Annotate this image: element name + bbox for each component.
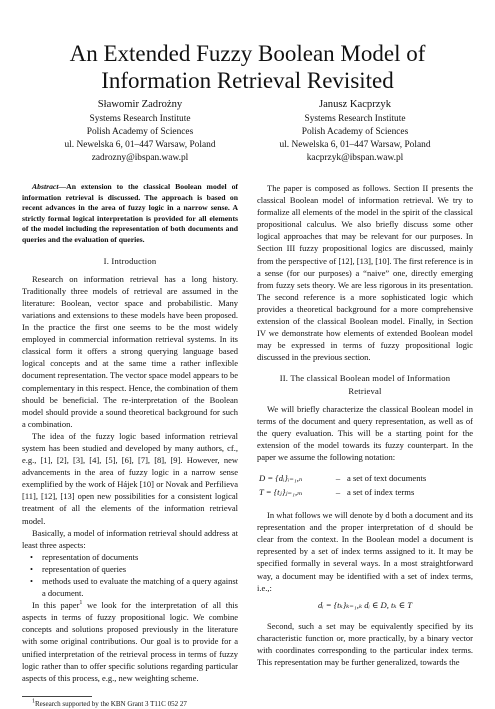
section-heading-line: Retrieval (348, 385, 382, 396)
footnote-text: Research supported by the KBN Grant 3 T11C 052 27 (35, 699, 187, 708)
paragraph: The paper is composed as follows. Section II presents the classical Boolean model of information retrieval. We try to formalize all elements of the model in the spirit of the classical propositional calculus. We also briefly discuss some other logical approaches that may be relevant for our purposes. In Section III fuzzy propositional logics are discussed, mainly from the perspective of [12], [13], [10]. The first reference is in a sense (for our purposes) a “naive” one, directly emerging from fuzzy sets theory. We are less rigorous in its presentation. The second reference is a more sophisticated logic which provides a theoretical background for a more comprehensive extension of the classical Boolean model. Finally, in Section IV we demonstrate how elements of extended Boolean model may be expressed in terms of fuzzy propositional logic discussed in the previous section. (257, 183, 473, 363)
author-address: ul. Newelska 6, 01–447 Warsaw, Poland (64, 140, 216, 150)
notation-symbol: T = {tⱼ}ⱼ₌₁,ₘ (259, 487, 303, 498)
author-affiliation: Polish Academy of Sciences (301, 127, 409, 137)
abstract-label: Abstract— (32, 182, 67, 191)
equation: dᵢ = {tₖ}ₖ₌₁,ₖ dᵢ ∈ D, tₖ ∈ T (317, 599, 412, 610)
author-name: Sławomir Zadrożny (97, 99, 183, 110)
abstract (22, 182, 238, 246)
paragraph: The idea of the fuzzy logic based information retrieval system has been studied and developed by many authors, cf., e.g., [1], [2], [3], [4], [5], [6], [7], [8], [9]. However, new advancements in the area of fuzzy logic in a narrow sense exemplified by the work of Hájek [10] or Novak and Perfilieva [11], [12], [13] open new possibilities for a consistent logical treatment of all the elements of the information retrieval model. (22, 430, 238, 526)
paragraph-text: In this paper (32, 600, 80, 611)
notation-row (257, 471, 473, 485)
author-name: Janusz Kacprzyk (318, 99, 392, 110)
list-item: • methods used to evaluate the matching of a query against a document. (36, 575, 238, 599)
list-item: • representation of documents (36, 551, 238, 563)
footnote-mark: 1 (79, 600, 83, 607)
list-item: • representation of queries (36, 563, 238, 575)
paragraph (22, 599, 238, 684)
left-column (22, 182, 238, 709)
right-column (257, 182, 473, 668)
paragraph: Research on information retrieval has a long history. Traditionally three models of retrieval are assumed in the literature: Boolean, vector space and probabilistic. Many variations and extensions to these models have been proposed. In the practice the first one seems to be the most widely employed in commercial information retrieval systems. In its classical form it offers a strong querying language based logical concepts and at the same time a rather inflexible document representation. The vector space model appears to be complementary in this respect. Hence, the combination of them should be beneficial. The re-interpretation of the Boolean model should provide a sound theoretical background for such a combination. (22, 273, 238, 429)
section-heading: I. Introduction (103, 255, 157, 266)
notation-dash: – (335, 487, 341, 498)
notation-row (257, 485, 473, 499)
paragraph: In what follows we will denote by d both a document and its representation and the proper interpretation of d should be clear from the context. In the Boolean model a document is represented by a set of index terms assigned to it. It may be specified formally in several ways. In a most straightforward way, a document may be identified with a set of index terms, i.e.,: (257, 510, 473, 593)
footnote-rule (22, 696, 92, 697)
footnote (22, 700, 238, 709)
paragraph: Basically, a model of information retrieval should address at least three aspects: (22, 527, 238, 550)
abstract-text: An extension to the classical Boolean model of information retrieval is discussed. The approach is based on recent advances in the area of fuzzy logic in a narrow sense. A strictly formal logical interpretation is provided for all elements of the model including the representation of both documents and queries and the evaluation of queries. (22, 182, 238, 244)
aspect-list (22, 551, 238, 599)
author-email: zadrozny@ibspan.waw.pl (91, 153, 189, 163)
section-heading (257, 372, 473, 396)
author-affiliation: Systems Research Institute (304, 114, 406, 124)
author-affiliation: Polish Academy of Sciences (86, 127, 194, 137)
author-block-2 (255, 98, 455, 165)
paragraph: Second, such a set may be equivalently specified by its characteristic function or, more practically, by a binary vector with coordinates corresponding to the particular index terms. This representation may be further generalized, towards the (257, 620, 473, 668)
author-affiliation: Systems Research Institute (89, 114, 191, 124)
paragraph: We will briefly characterize the classical Boolean model in terms of the document and query representation, as well as of the query evaluation. This will be a starting point for the extension of the model towards its fuzzy counterpart. In the paper we assume the following notation: (257, 403, 473, 462)
footnote-mark: 1 (32, 698, 35, 705)
notation-desc: a set of text documents (347, 473, 427, 484)
notation-symbol: D = {dᵢ}ᵢ₌₁,ₙ (259, 473, 303, 484)
notation-desc: a set of index terms (347, 487, 415, 498)
paragraph-text: we look for the interpretation of all this aspects in terms of fuzzy propositional logic. We combine concepts and solutions proposed previously in the literature with some original contributions. Our goal is to provide for a unified interpretation of the retrieval process in terms of fuzzy logic rather than to offer specific solutions regarding particular aspects of this process, e.g., new weighting scheme. (22, 600, 238, 683)
author-address: ul. Newelska 6, 01–447 Warsaw, Poland (279, 140, 431, 150)
paper-title: An Extended Fuzzy Boolean Model of Information Retrieval Revisited (69, 41, 426, 93)
author-email: kacprzyk@ibspan.waw.pl (306, 153, 404, 163)
section-heading-line: II. The classical Boolean model of Information (279, 373, 451, 384)
notation-block (257, 471, 473, 499)
author-block-1 (40, 98, 240, 165)
notation-dash: – (335, 473, 341, 484)
